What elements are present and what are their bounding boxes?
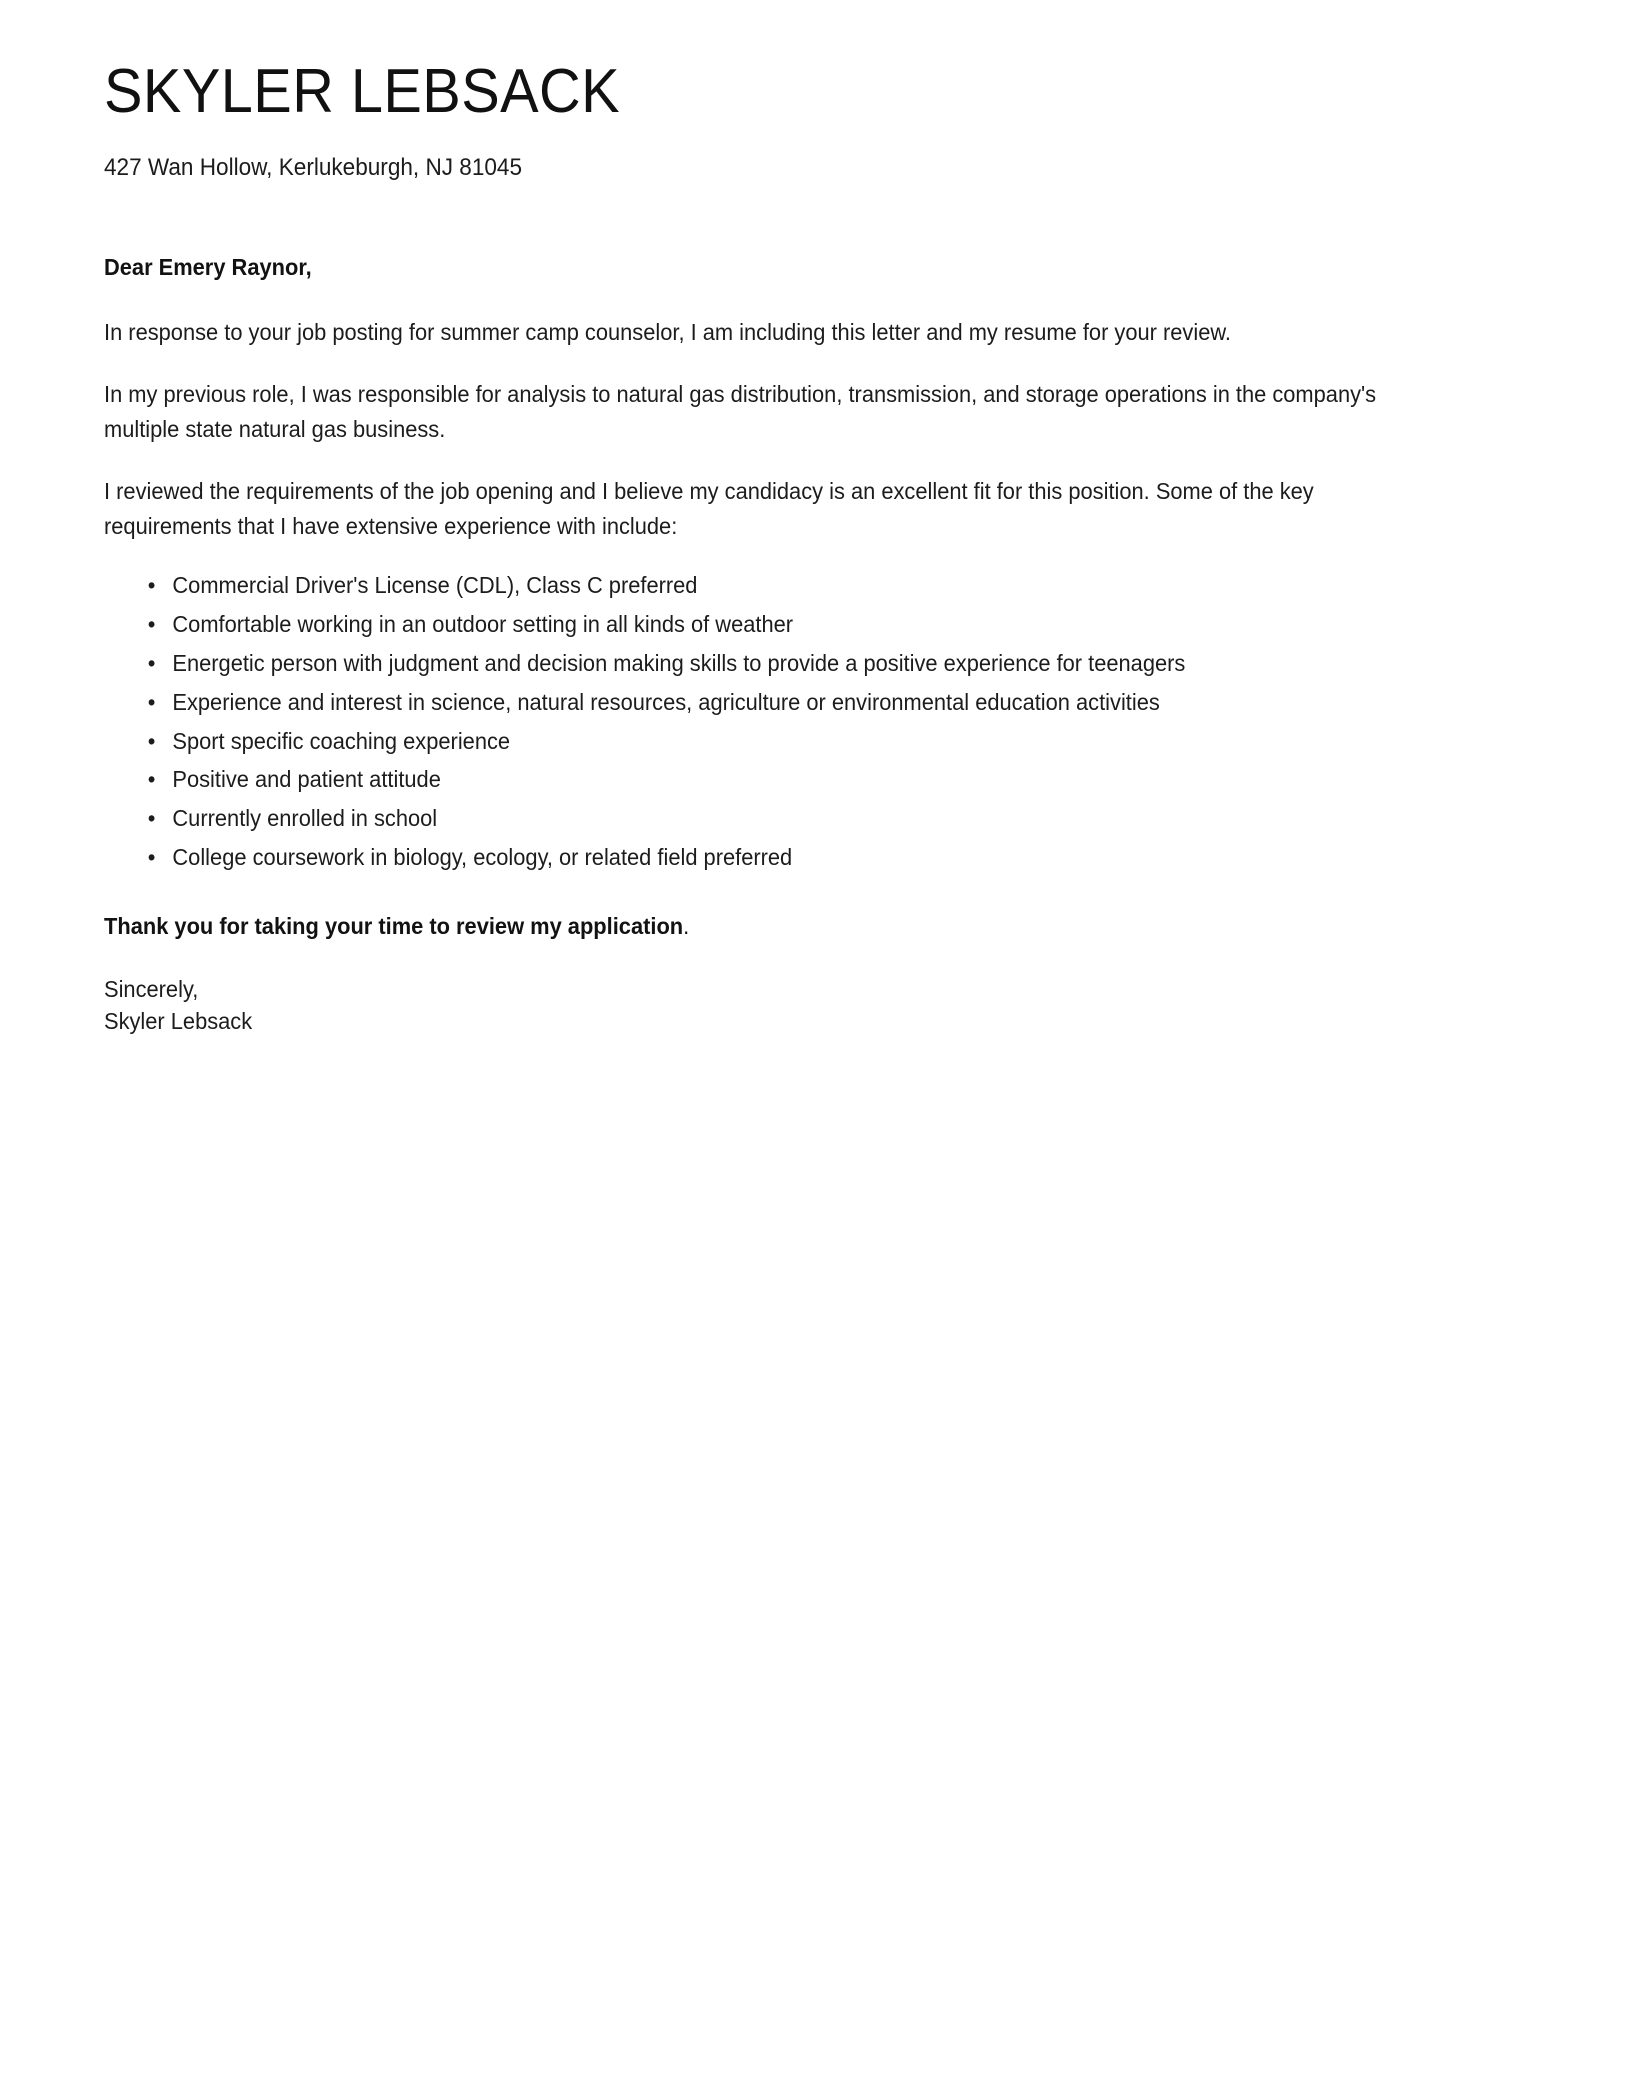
thank-you-text: Thank you for taking your time to review my application: [104, 913, 684, 940]
bullet-icon: •: [147, 688, 156, 715]
bullet-icon: •: [147, 610, 156, 637]
paragraph-experience: In my previous role, I was responsible for analysis to natural gas distribution, transmission, and storage operations in the company's multiple state natural gas business.: [104, 381, 1377, 443]
thank-you-period: .: [683, 913, 690, 940]
list-item-label: Comfortable working in an outdoor setting in all kinds of weather: [172, 610, 794, 637]
bullet-icon: •: [147, 766, 156, 793]
list-item: [104, 727, 1453, 757]
paragraph-requirements-intro: I reviewed the requirements of the job opening and I believe my candidacy is an excellent fit for this position. Some of the key requirements that I have extensive experience with include:: [104, 478, 1314, 539]
list-item: [104, 804, 1453, 834]
thank-you-line: [104, 913, 1453, 940]
signature-name: Skyler Lebsack: [104, 1007, 253, 1034]
list-item: [104, 765, 1453, 795]
list-item: [104, 688, 1453, 718]
list-item: [104, 843, 1453, 873]
closing-salutation: Sincerely,: [104, 976, 199, 1003]
salutation: Dear Emery Raynor,: [104, 254, 312, 281]
letter-body: [104, 182, 1524, 1037]
bullet-icon: •: [147, 805, 156, 832]
paragraph-intro: In response to your job posting for summer camp counselor, I am including this letter and my resume for your review.: [104, 319, 1232, 346]
list-item-label: Currently enrolled in school: [172, 805, 438, 832]
applicant-address: 427 Wan Hollow, Kerlukeburgh, NJ 81045: [104, 154, 523, 182]
list-item-label: Energetic person with judgment and decision making skills to provide a positive experience for teenagers: [172, 649, 1186, 676]
list-item: [104, 649, 1453, 679]
bullet-icon: •: [147, 844, 156, 871]
requirements-list: [104, 571, 1524, 873]
letter-content: [104, 0, 1524, 1038]
bullet-icon: •: [147, 649, 156, 676]
list-item-label: Commercial Driver's License (CDL), Class C preferred: [172, 571, 698, 598]
list-item: [104, 571, 1453, 601]
signature-block: [104, 974, 1453, 1037]
list-item-label: College coursework in biology, ecology, or related field preferred: [172, 844, 793, 871]
page-title: SKYLER LEBSACK: [104, 57, 621, 126]
list-item-label: Positive and patient attitude: [172, 766, 441, 793]
list-item-label: Experience and interest in science, natural resources, agriculture or environmental education activities: [172, 688, 1160, 715]
bullet-icon: •: [147, 727, 156, 754]
list-item-label: Sport specific coaching experience: [172, 727, 511, 754]
list-item: [104, 610, 1453, 640]
bullet-icon: •: [147, 571, 156, 598]
